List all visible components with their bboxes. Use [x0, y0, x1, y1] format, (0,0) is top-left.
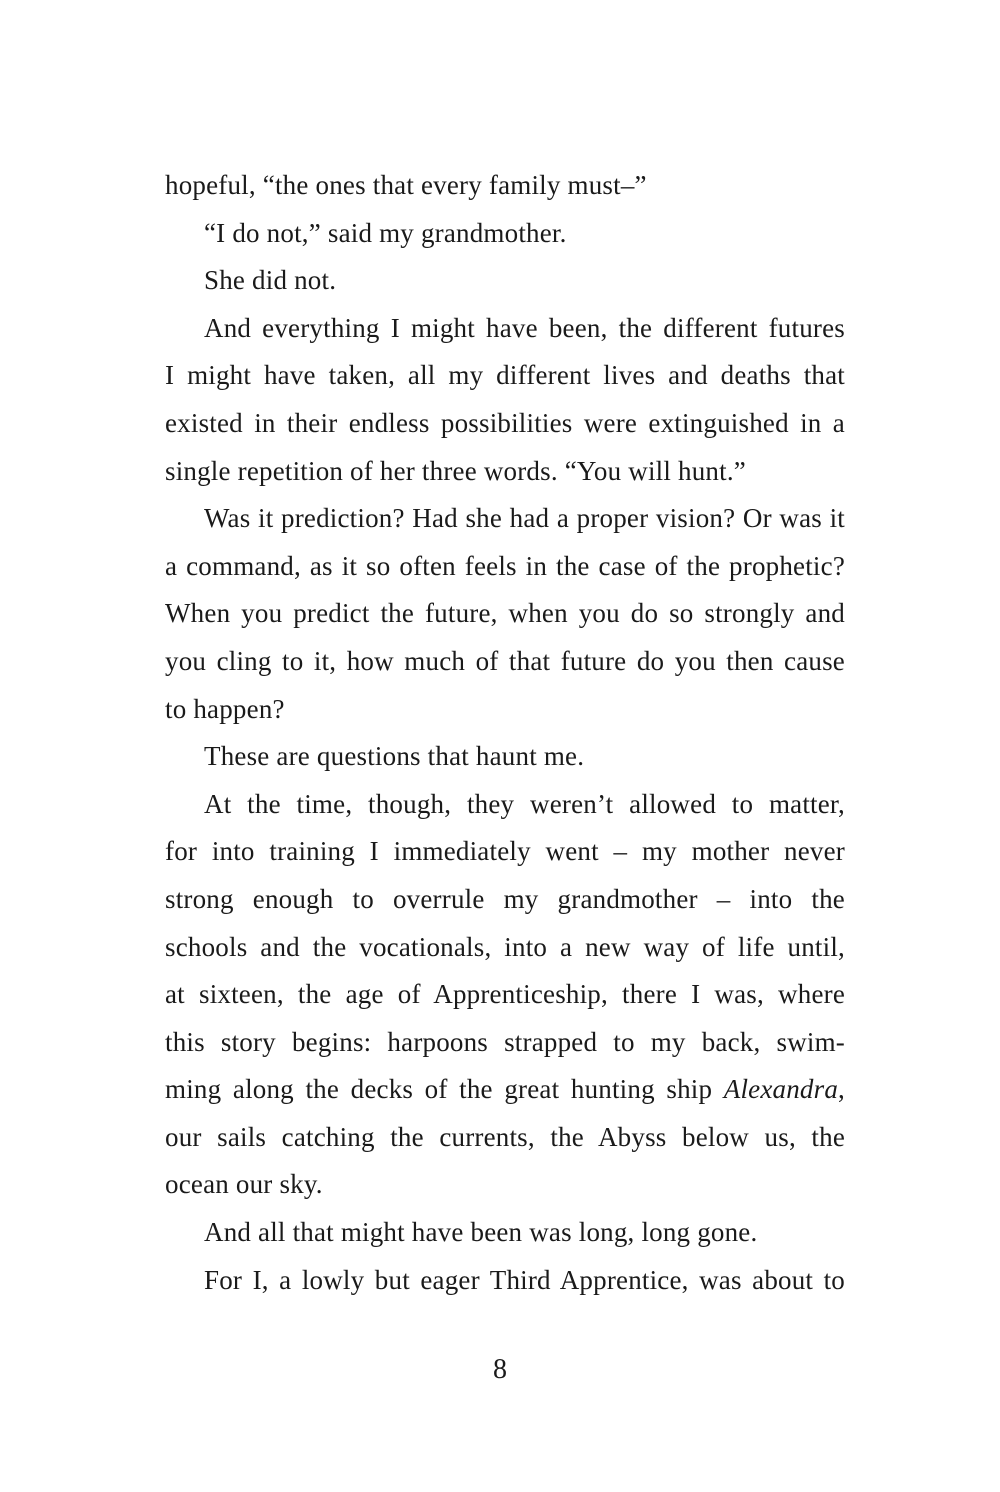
- ship-name: Alexandra: [723, 1074, 839, 1105]
- text-line: She did not.: [204, 265, 337, 296]
- text-line: And all that might have been was long, long gone.: [204, 1217, 758, 1248]
- text-line: this story begins: harpoons strapped to my back, swim-: [165, 1026, 845, 1057]
- text-line: Was it prediction? Had she had a proper vision? Or was it: [204, 503, 845, 534]
- text-line: “I do not,” said my grandmother.: [204, 217, 567, 248]
- text-line: a command, as it so often feels in the case of the prophetic?: [165, 550, 845, 581]
- text-line: to happen?: [165, 693, 285, 724]
- body-text: [165, 162, 845, 1304]
- text-line: hopeful, “the ones that every family must–”: [165, 170, 647, 200]
- text-line: [165, 1066, 845, 1114]
- text-line: strong enough to overrule my grandmother – into the: [165, 883, 845, 914]
- text-line-end: ,: [838, 1074, 845, 1105]
- text-line: at sixteen, the age of Apprenticeship, there I was, where: [165, 979, 845, 1010]
- text-line: you cling to it, how much of that future do you then cause: [165, 645, 845, 676]
- text-line: existed in their endless possibilities were extinguished in a: [165, 407, 845, 438]
- text-line: I might have taken, all my different lives and deaths that: [165, 360, 845, 391]
- text-line: When you predict the future, when you do so strongly and: [165, 598, 845, 629]
- text-line: And everything I might have been, the different futures: [204, 312, 845, 343]
- text-line: schools and the vocationals, into a new way of life until,: [165, 931, 845, 962]
- text-line: At the time, though, they weren’t allowed to matter,: [204, 788, 845, 819]
- text-line: These are questions that haunt me.: [204, 741, 585, 772]
- text-line: for into training I immediately went – my mother never: [165, 836, 845, 867]
- text-line: our sails catching the currents, the Abyss below us, the: [165, 1121, 845, 1152]
- text-line-start: ming along the decks of the great hunting ship: [165, 1074, 724, 1105]
- page-number: 8: [493, 1354, 507, 1385]
- text-line: For I, a lowly but eager Third Apprentice, was about to: [204, 1264, 845, 1295]
- text-line: single repetition of her three words. “You will hunt.”: [165, 455, 746, 486]
- text-line: ocean our sky.: [165, 1169, 323, 1200]
